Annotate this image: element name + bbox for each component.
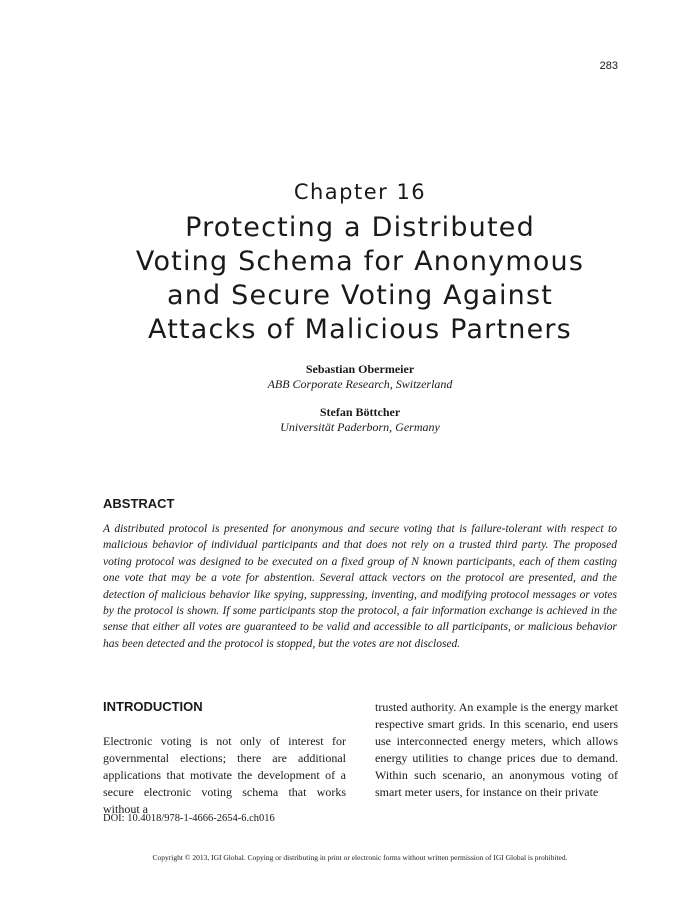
introduction-paragraph: Electronic voting is not only of interest for governmental elections; there are additional applications that motivate the development of a secure electronic voting schema that works without a <box>103 734 346 816</box>
copyright-notice: Copyright © 2013, IGI Global. Copying or distributing in print or electronic forms without written permission of IGI Global is prohibited. <box>152 853 568 862</box>
author-affiliation: ABB Corporate Research, Switzerland <box>267 377 453 391</box>
doi-line: DOI: 10.4018/978-1-4666-2654-6.ch016 <box>103 813 275 824</box>
author-name: Stefan Böttcher <box>319 405 401 419</box>
author-block <box>0 405 700 435</box>
chapter-title-line: Protecting a Distributed <box>185 212 535 243</box>
author-list <box>0 362 700 448</box>
chapter-title <box>100 211 620 347</box>
introduction-paragraph-continued: trusted authority. An example is the energy market respective smart grids. In this scenario, end users use interconnected energy meters, which allows energy utilities to change prices due to demand. Within such scenario, an anonymous voting of smart meter users, for instance on their private <box>375 700 618 799</box>
chapter-label: Chapter 16 <box>293 180 427 204</box>
page-number: 283 <box>599 60 618 72</box>
introduction-right-column <box>375 699 618 801</box>
chapter-title-line: Voting Schema for Anonymous <box>135 246 585 277</box>
introduction-heading: INTRODUCTION <box>103 699 203 714</box>
introduction-left-column <box>103 699 346 818</box>
chapter-title-line: Attacks of Malicious Partners <box>148 314 572 345</box>
author-affiliation: Universität Paderborn, Germany <box>280 420 440 434</box>
abstract-heading: ABSTRACT <box>103 496 175 511</box>
author-name: Sebastian Obermeier <box>305 362 415 376</box>
abstract-text: A distributed protocol is presented for anonymous and secure voting that is failure-tolerant with respect to malicious behavior of individual participants and that does not rely on a trusted third party. The proposed voting protocol was designed to be executed on a fixed group of N known participants, each of them casting one vote that may be a vote for abstention. Several attack vectors on the protocol are presented, and the detection of malicious behavior like spying, suppressing, inventing, and modifying protocol messages or votes by the protocol is shown. If some participants stop the protocol, a fair information exchange is achieved in the sense that either all votes are guaranteed to be valid and accessible to all participants, or malicious behavior has been detected and the protocol is stopped, but the votes are not disclosed. <box>103 523 617 650</box>
chapter-title-line: and Secure Voting Against <box>166 280 554 311</box>
author-block <box>0 362 700 392</box>
